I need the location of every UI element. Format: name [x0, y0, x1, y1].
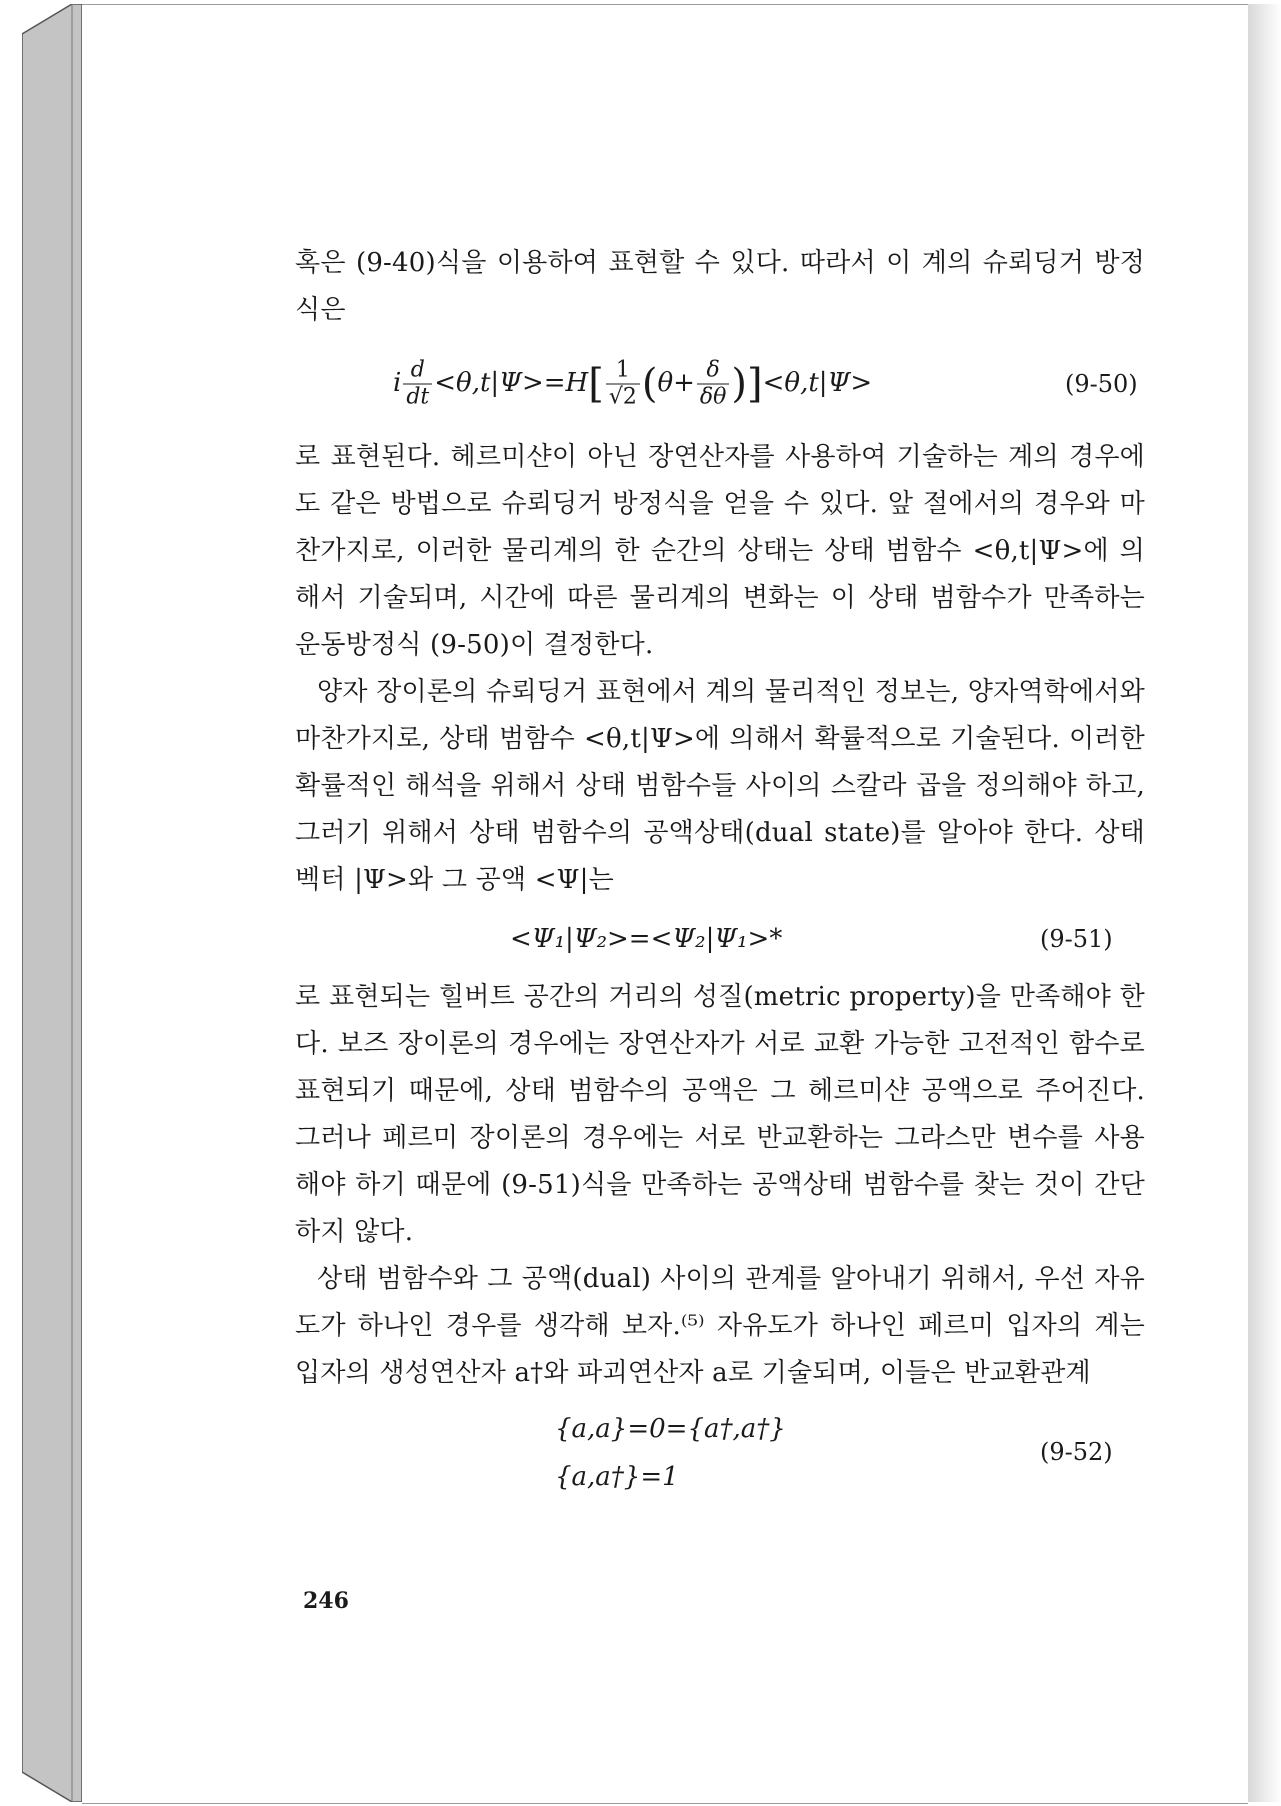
paragraph-4: 로 표현되는 힐버트 공간의 거리의 성질(metric property)을 만족해야 한다. 보즈 장이론의 경우에는 장연산자가 서로 교환 가능한 고전적인 함수로 표현되기 때문에, 상태 범함수의 공액은 그 헤르미샨 공액으로 주어진다. 그러나 페르미 장이론의 경우에는 서로 반교환하는 그라스만 변수를 사용해야 하기 때문에 (9-51)식을 만족하는 공액상태 범함수를 찾는 것이 간단하지 않다.: [295, 982, 1145, 1247]
eq50-close-paren: ): [731, 361, 748, 407]
equation-9-52-number: (9-52): [1040, 1438, 1113, 1466]
eq50-d-dt: $\frac{d}{dt}$: [403, 358, 432, 411]
eq50-equals-h: =H: [543, 368, 589, 398]
eq50-rhs-ket: <θ,t|Ψ>: [762, 368, 873, 398]
equation-9-52: [295, 1397, 1145, 1507]
equation-9-52-line-1: {a,a}=0={a†,a†}: [555, 1414, 786, 1444]
equation-9-52-line-2: {a,a†}=1: [555, 1462, 679, 1492]
eq50-theta-plus: θ+: [657, 368, 695, 398]
equation-9-52-expression: [555, 1405, 786, 1501]
eq50-open-paren: (: [641, 361, 658, 407]
equation-9-51-expression: <Ψ₁|Ψ₂>=<Ψ₂|Ψ₁>*: [510, 924, 783, 954]
equation-9-50: [295, 334, 1145, 434]
equation-9-50-expression: [393, 358, 872, 411]
equation-9-51: [295, 904, 1145, 974]
paragraph-2: 로 표현된다. 헤르미샨이 아닌 장연산자를 사용하여 기술하는 계의 경우에도 같은 방법으로 슈뢰딩거 방정식을 얻을 수 있다. 앞 절에서의 경우와 마찬가지로, 이러한 물리계의 한 순간의 상태는 상태 범함수 <θ,t|Ψ>에 의해서 기술되며, 시간에 따른 물리계의 변화는 이 상태 범함수가 만족하는 운동방정식 (9-50)이 결정한다.: [295, 442, 1145, 660]
page-edge-shadow: [1248, 4, 1281, 1802]
eq50-one-over-sqrt2: $\frac{1}{√2}$: [606, 358, 640, 411]
eq50-i: i: [393, 368, 402, 398]
equation-9-51-number: (9-51): [1040, 925, 1113, 953]
eq50-open-bracket: [: [588, 361, 604, 407]
paragraph-5: 상태 범함수와 그 공액(dual) 사이의 관계를 알아내기 위해서, 우선 자유도가 하나인 경우를 생각해 보자.⁽⁵⁾ 자유도가 하나인 페르미 입자의 계는 입자의 생성연산자 a†와 파괴연산자 a로 기술되며, 이들은 반교환관계: [295, 1264, 1145, 1388]
page-content: [295, 240, 1145, 1507]
paragraph-3: 양자 장이론의 슈뢰딩거 표현에서 계의 물리적인 정보는, 양자역학에서와 마찬가지로, 상태 범함수 <θ,t|Ψ>에 의해서 확률적으로 기술된다. 이러한 확률적인 해석을 위해서 상태 범함수들 사이의 스칼라 곱을 정의해야 하고, 그러기 위해서 상태 범함수의 공액상태(dual state)를 알아야 한다. 상태 벡터 |Ψ>와 그 공액 <Ψ|는: [295, 677, 1145, 895]
paragraph-1: 혹은 (9-40)식을 이용하여 표현할 수 있다. 따라서 이 계의 슈뢰딩거 방정식은: [295, 248, 1145, 325]
eq50-lhs-ket: <θ,t|Ψ>: [434, 368, 544, 398]
book-spine: [22, 4, 82, 1802]
eq50-delta-frac: $\frac{\delta}{\delta\theta}$: [697, 358, 730, 411]
equation-9-50-number: (9-50): [1065, 370, 1138, 398]
eq50-close-bracket: ]: [747, 361, 763, 407]
page-number: 246: [303, 1588, 349, 1614]
